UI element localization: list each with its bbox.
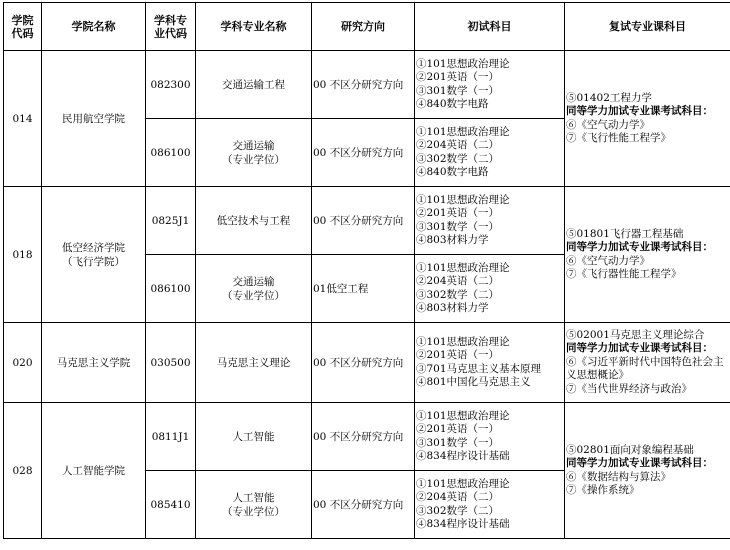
major-code: 0825J1 [146, 187, 196, 255]
header-college-name: 学院名称 [42, 3, 146, 51]
subject-item: ②204英语（二） [416, 491, 500, 503]
retest-subjects [565, 323, 730, 403]
subject-item: ④834程序设计基础 [416, 450, 510, 462]
retest-subjects [565, 403, 730, 539]
major-code: 086100 [146, 119, 196, 187]
extra-subject-item: ⑦《飞行性能工程学》 [566, 132, 671, 144]
college-name [42, 403, 146, 539]
major-code: 085410 [146, 471, 196, 539]
subject-item: ①101思想政治理论 [416, 477, 510, 490]
prelim-subjects [415, 471, 565, 539]
college-name-text: 民用航空学院 [62, 113, 125, 125]
subject-item: ④801中国化马克思主义 [416, 376, 531, 388]
research-direction: 00 不区分研究方向 [312, 403, 415, 471]
table-row [4, 323, 730, 403]
subject-item: ③302数学（二） [416, 288, 500, 301]
retest-main: ⑤01801飞行器工程基础 [566, 227, 684, 240]
research-direction: 00 不区分研究方向 [312, 323, 415, 403]
college-code: 028 [4, 403, 42, 539]
college-name [42, 187, 146, 323]
retest-main: ⑤01402工程力学 [566, 91, 652, 104]
college-name-text: 人工智能学院 [62, 465, 125, 477]
extra-subject-item: ⑦《操作系统》 [566, 484, 640, 496]
major-name [196, 255, 312, 323]
extra-subject-item: ⑥《空气动力学》 [566, 254, 650, 267]
college-name-text: 低空经济学院 [62, 241, 125, 254]
header-prelim-subjects: 初试科目 [415, 3, 565, 51]
college-name [42, 323, 146, 403]
table-row [4, 51, 730, 119]
subject-item: ②201英语（一） [416, 423, 500, 435]
major-name [196, 187, 312, 255]
major-name-text: 人工智能 [232, 430, 275, 443]
research-direction: 00 不区分研究方向 [312, 187, 415, 255]
extra-subjects-label: 同等学力加试专业课考试科目： [566, 105, 713, 117]
major-name [196, 403, 312, 471]
header-retest-subjects: 复试专业课科目 [565, 3, 730, 51]
research-direction: 00 不区分研究方向 [312, 471, 415, 539]
admissions-table-wrapper [3, 2, 730, 539]
subject-item: ②201英语（一） [416, 71, 500, 83]
research-direction: 01低空工程 [312, 255, 415, 323]
major-name-text: 低空技术与工程 [216, 214, 291, 227]
header-row [4, 3, 730, 51]
subject-item: ①101思想政治理论 [416, 193, 510, 206]
subject-item: ②204英语（二） [416, 275, 500, 287]
subject-item: ①101思想政治理论 [416, 125, 510, 138]
subject-item: ③301数学（一） [416, 84, 500, 97]
major-code: 030500 [146, 323, 196, 403]
extra-subject-item: ⑥《数据结构与算法》 [566, 470, 671, 483]
subject-item: ③301数学（一） [416, 220, 500, 233]
subject-item: ④840数字电路 [416, 98, 489, 110]
retest-main: ⑤02801面向对象编程基础 [566, 443, 694, 456]
major-code: 0811J1 [146, 403, 196, 471]
college-code: 018 [4, 187, 42, 323]
header-college-code: 学院代码 [4, 3, 42, 51]
subject-item: ①101思想政治理论 [416, 335, 510, 348]
research-direction: 00 不区分研究方向 [312, 51, 415, 119]
retest-main: ⑤02001马克思主义理论综合 [566, 328, 705, 341]
research-direction: 00 不区分研究方向 [312, 119, 415, 187]
subject-item: ②201英语（一） [416, 349, 500, 361]
admissions-table [3, 2, 730, 539]
college-name [42, 51, 146, 187]
major-code: 082300 [146, 51, 196, 119]
extra-subjects-label: 同等学力加试专业课考试科目： [566, 342, 713, 355]
subject-item: ②204英语（二） [416, 139, 500, 151]
extra-subject-item: ⑦《当代世界经济与政治》 [566, 382, 692, 395]
retest-subjects [565, 51, 730, 187]
subject-item: ①101思想政治理论 [416, 57, 510, 70]
subject-item: ④803材料力学 [416, 302, 489, 314]
major-name-text: 马克思主义理论 [216, 356, 291, 369]
extra-subjects-label: 同等学力加试专业课考试科目： [566, 457, 713, 469]
subject-item: ③302数学（二） [416, 504, 500, 517]
major-name-text: 交通运输工程 [222, 78, 285, 91]
extra-subject-item: ⑦《飞行器性能工程学》 [566, 268, 682, 280]
extra-subject-item: ⑥《习近平新时代中国特色社会主义思想概论》 [566, 355, 724, 382]
prelim-subjects [415, 323, 565, 403]
college-name-sub: （飞行学院） [62, 255, 125, 268]
major-name-text: 人工智能 [232, 491, 275, 504]
college-code: 014 [4, 51, 42, 187]
header-major-code: 学科专业代码 [146, 3, 196, 51]
prelim-subjects [415, 51, 565, 119]
major-name [196, 471, 312, 539]
major-name-text: 交通运输 [232, 139, 275, 152]
subject-item: ③301数学（一） [416, 436, 500, 449]
table-row [4, 403, 730, 471]
major-degree-type: （专业学位） [222, 153, 285, 166]
prelim-subjects [415, 187, 565, 255]
retest-subjects [565, 187, 730, 323]
prelim-subjects [415, 255, 565, 323]
prelim-subjects [415, 119, 565, 187]
header-direction: 研究方向 [312, 3, 415, 51]
subject-item: ①101思想政治理论 [416, 261, 510, 274]
college-code: 020 [4, 323, 42, 403]
subject-item: ②201英语（一） [416, 207, 500, 219]
subject-item: ④803材料力学 [416, 234, 489, 246]
major-name-text: 交通运输 [232, 275, 275, 288]
subject-item: ③701马克思主义基本原理 [416, 362, 542, 375]
major-code: 086100 [146, 255, 196, 323]
college-name-text: 马克思主义学院 [56, 357, 131, 369]
major-name [196, 51, 312, 119]
subject-item: ④840数字电路 [416, 166, 489, 178]
subject-item: ③302数学（二） [416, 152, 500, 165]
table-row [4, 187, 730, 255]
extra-subject-item: ⑥《空气动力学》 [566, 118, 650, 131]
extra-subjects-label: 同等学力加试专业课考试科目： [566, 241, 713, 253]
subject-item: ①101思想政治理论 [416, 409, 510, 422]
major-name [196, 323, 312, 403]
major-degree-type: （专业学位） [222, 289, 285, 302]
subject-item: ④834程序设计基础 [416, 518, 510, 530]
major-name [196, 119, 312, 187]
header-major-name: 学科专业名称 [196, 3, 312, 51]
major-degree-type: （专业学位） [222, 505, 285, 518]
prelim-subjects [415, 403, 565, 471]
